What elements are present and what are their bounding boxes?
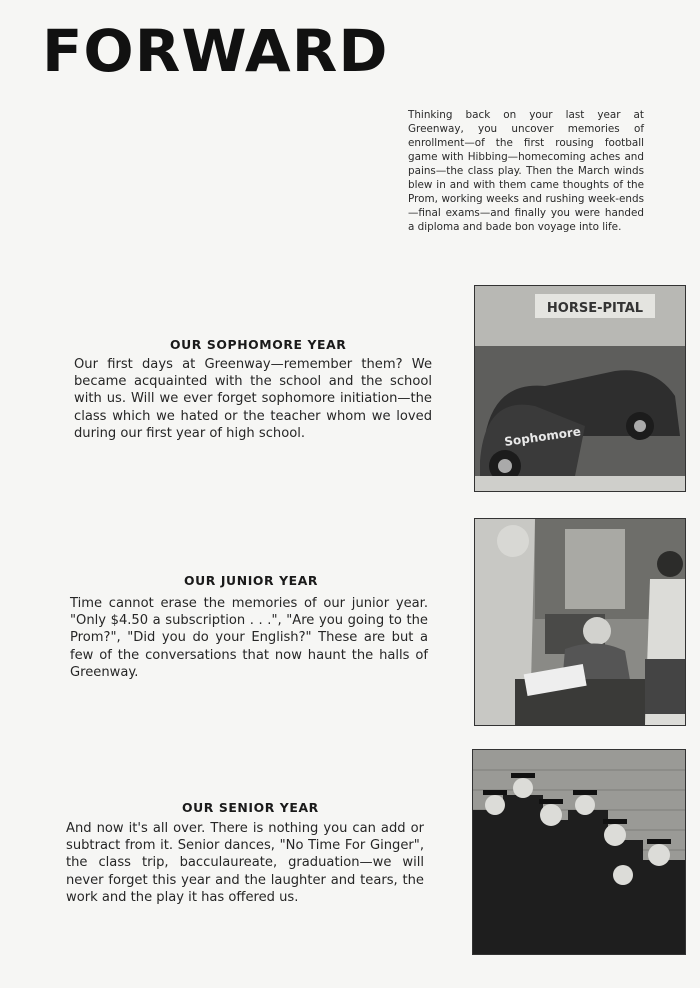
sophomore-heading: OUR SOPHOMORE YEAR xyxy=(170,337,347,352)
car-text: Sophomore xyxy=(503,424,582,449)
junior-heading: OUR JUNIOR YEAR xyxy=(184,573,319,588)
sophomore-float-photo xyxy=(474,285,686,492)
page-title: FORWARD xyxy=(42,17,389,85)
senior-graduates-photo xyxy=(472,749,686,955)
junior-body: Time cannot erase the memories of our junior year. "Only $4.50 a subscription . . .", "Are you going to the Prom?", "Did you do your English?" These are but a few of the conversations that now haunt the halls of Greenway. xyxy=(70,596,428,680)
sign-text: HORSE-PITAL xyxy=(546,301,644,316)
senior-heading: OUR SENIOR YEAR xyxy=(182,800,319,815)
intro-paragraph: Thinking back on your last year at Greenway, you uncover memories of enrollment—of the first rousing football game with Hibbing—homecoming aches and pains—the class play. Then the March winds blew in and with them came thoughts of the Prom, working weeks and rushing week-ends—final exams—and finally you were handed a diploma and bade bon voyage into life. xyxy=(408,109,644,233)
junior-photo xyxy=(474,518,686,726)
sophomore-body: Our first days at Greenway—remember them? We became acquainted with the school and the school with us. Will we ever forget sophomore initiation—the class which we hated or the teacher whom we loved during our first year of high school. xyxy=(74,357,432,441)
senior-body: And now it's all over. There is nothing you can add or subtract from it. Senior dances, "No Time For Ginger", the class trip, bacculaureate, graduation—we will never forget this year and the laughter and tears, the work and the play it has offered us. xyxy=(66,821,424,905)
